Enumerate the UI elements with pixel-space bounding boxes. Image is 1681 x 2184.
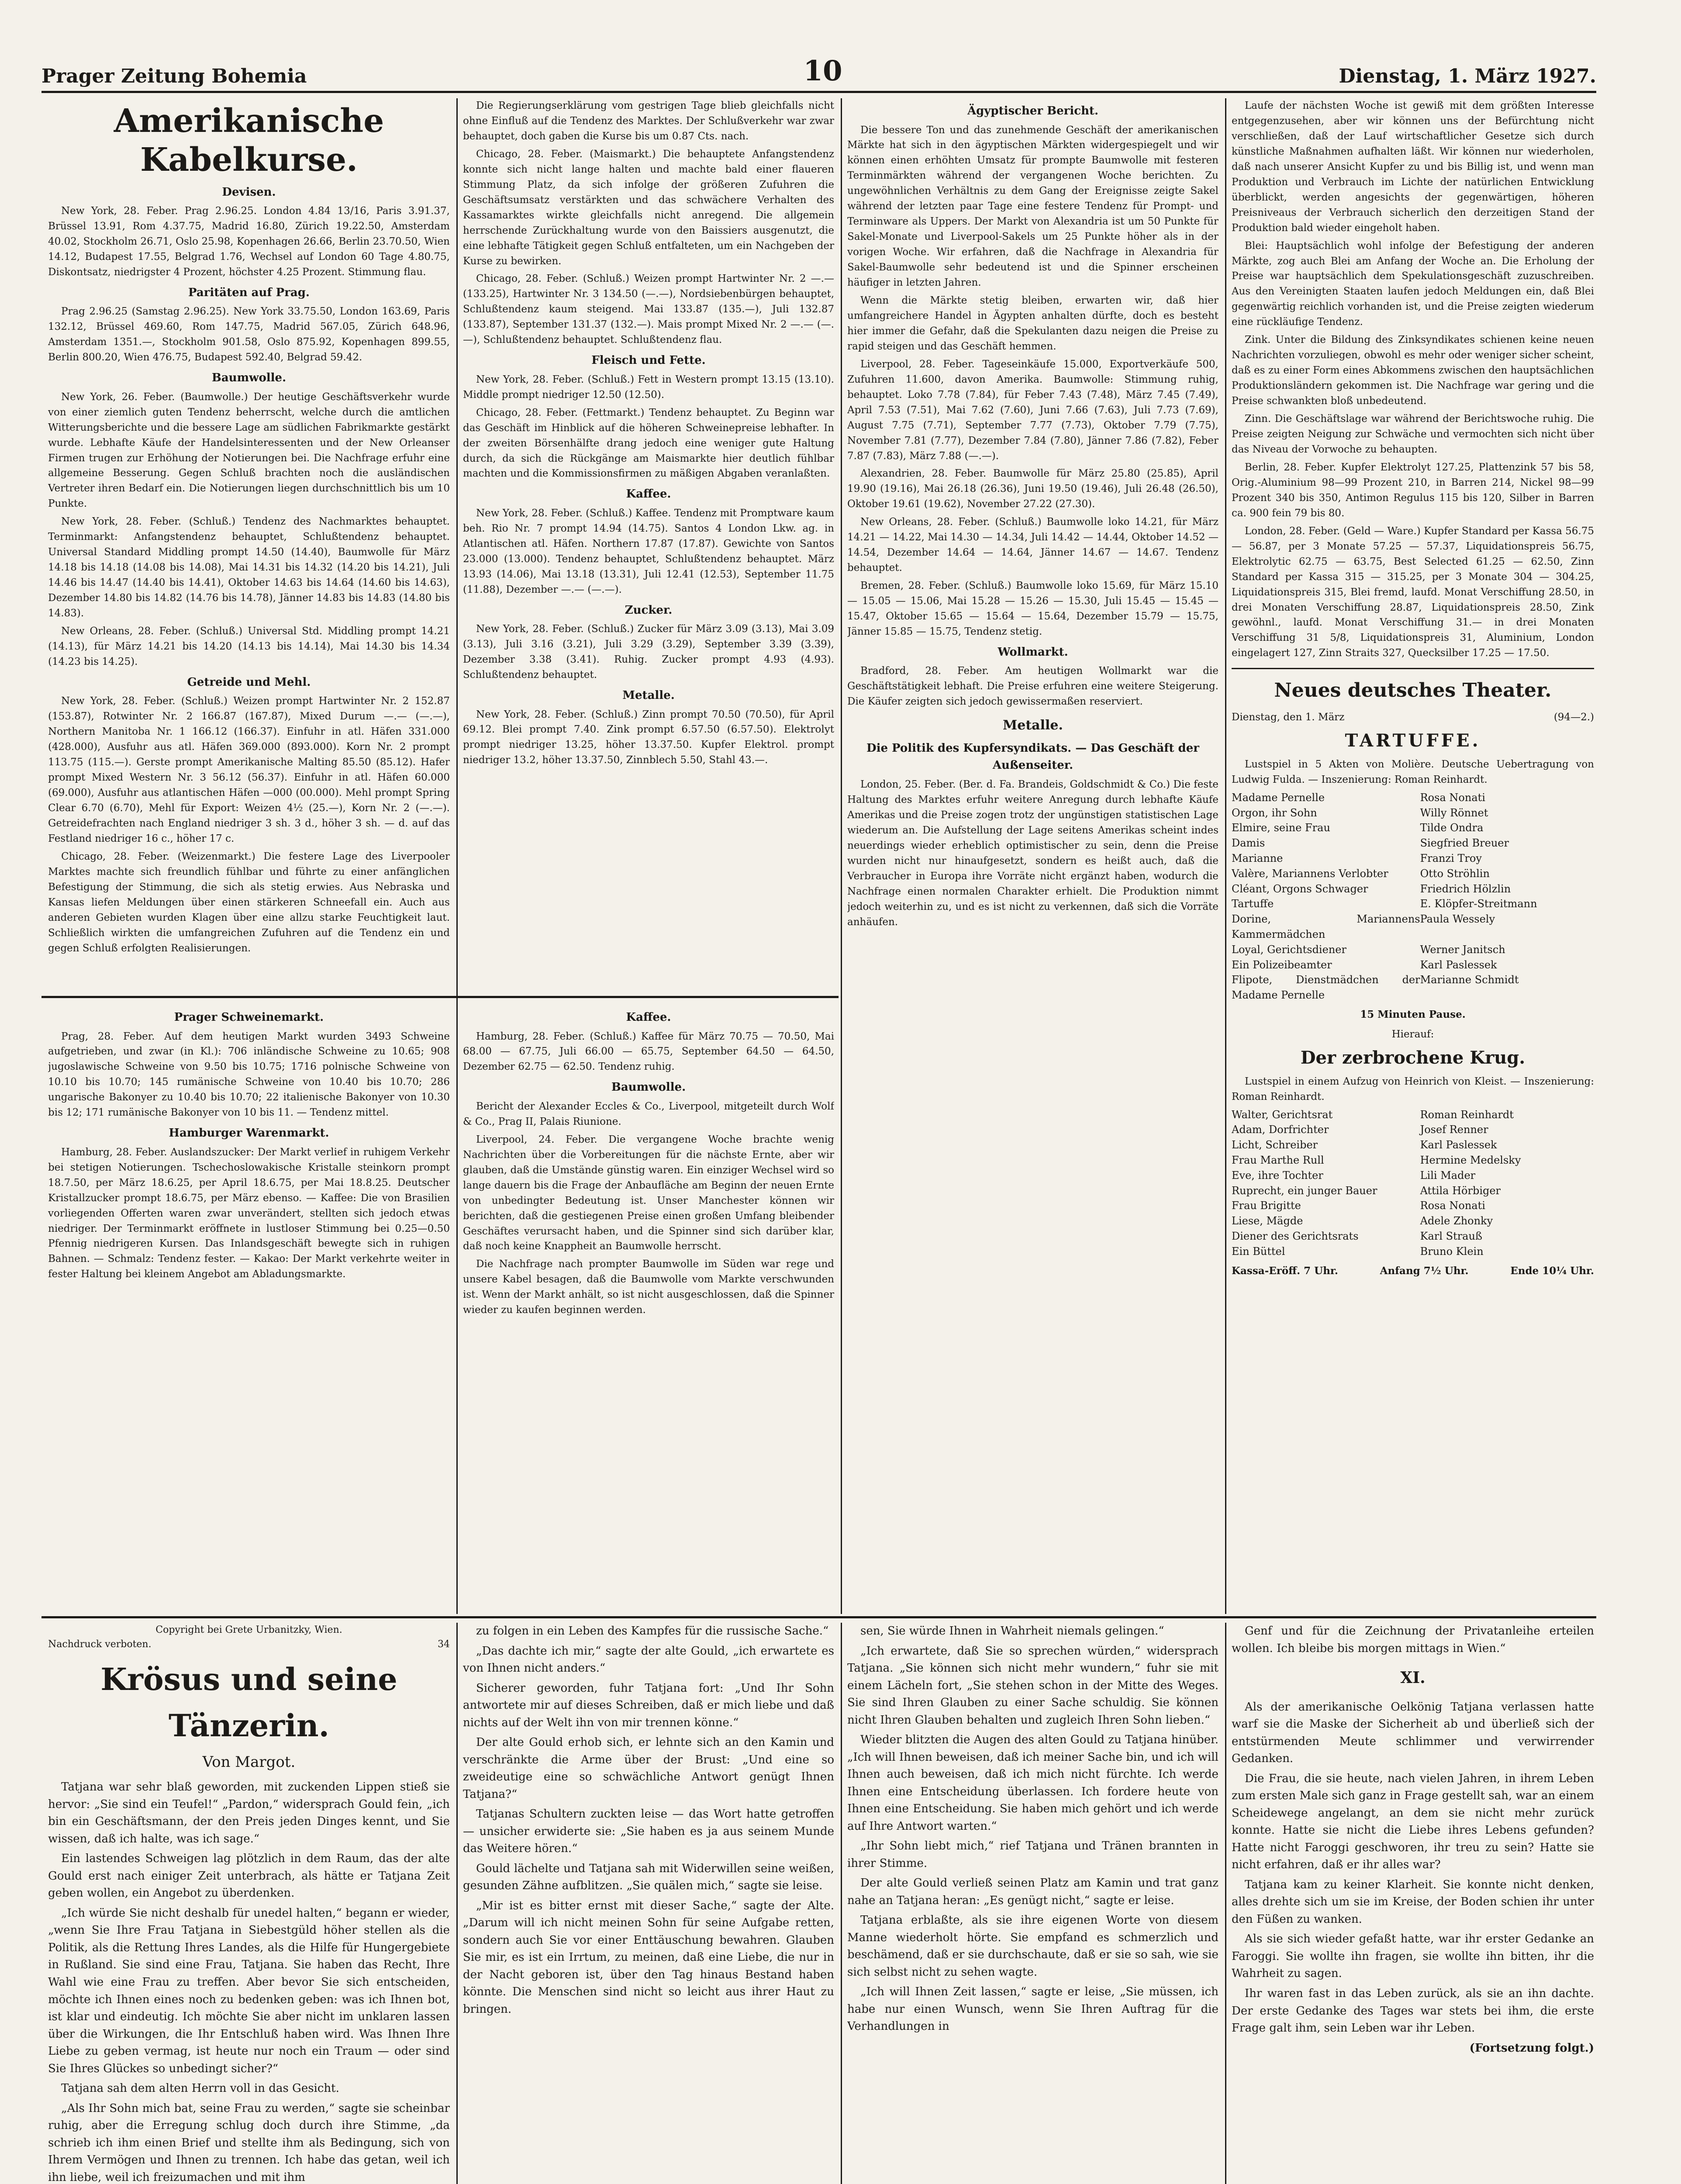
role-name: Adam, Dorfrichter	[1232, 1123, 1329, 1136]
story-paragraph: Tatjana erblaßte, als sie ihre eigenen Worte von diesem Manne wiederholt hörte. Sie empfand es schmerzlich und beschämend, daß er sie durchschaute, daß er sie so sah, wie sie sich selbst nicht zu sehen wagte.	[847, 1914, 1218, 1979]
article-paragraph: New York, 28. Feber. Prag 2.96.25. London 4.84 13/16, Paris 3.91.37, Brüssel 13.91, Rom 4.37.75, Madrid 16.80, Zürich 19.22.50, Amsterdam 40.02, Stockholm 26.71, Oslo 25.98, Kopenhagen 26.66, Berlin 23.70.50, Wien 14.12, Budapest 17.55, Belgrad 1.76, Wechsel auf London 60 Tage 4.80.75, Diskontsatz, niedrigster 4 Prozent, höchster 4.25 Prozent. Stimmung flau.	[48, 205, 450, 278]
story-paragraph: Tatjana war sehr blaß geworden, mit zuckenden Lippen stieß sie hervor: „Sie sind ein Teufel!“ „Pardon,“ widersprach Gould fein, „ich bin ein Geschäftsmann, der den Preis jeden Dinges kennt, und Sie wissen, daß ich halte, was ich sage.“	[48, 1780, 450, 1845]
issue-date: Dienstag, 1. März 1927.	[1339, 65, 1596, 87]
pause-note: 15 Minuten Pause.	[1360, 1009, 1466, 1020]
story-paragraph: Tatjanas Schultern zuckten leise — das Wort hatte getroffen — unsicher erwiderte sie: „Sie haben es ja aus seinem Munde das Weitere hören.“	[463, 1807, 834, 1856]
newspaper-name: Prager Zeitung Bohemia	[41, 65, 307, 87]
serial-column-4	[1232, 1623, 1594, 2184]
cast-row	[1232, 1107, 1594, 1123]
story-paragraph: Als sie sich wieder gefaßt hatte, war ihr erster Gedanke an Faroggi. Sie wollte ihn fragen, sie wollte ihn bitten, ihr die Wahrheit zu sagen.	[1232, 1932, 1594, 1980]
article-paragraph: Berlin, 28. Feber. Kupfer Elektrolyt 127.25, Plattenzink 57 bis 58, Orig.-Aluminium 98—99 Prozent 210, in Barren 214, Nickel 98—99 Prozent 340 bis 350, Antimon Regulus 115 bis 120, Silber in Barren ca. 900 fein 79 bis 80.	[1232, 461, 1594, 519]
section-subheading: Die Politik des Kupfersyndikats. — Das Geschäft der Außenseiter.	[866, 741, 1199, 772]
article-paragraph: London, 25. Feber. (Ber. d. Fa. Brandeis, Goldschmidt & Co.) Die feste Haltung des Marktes erfuhr weitere Anregung durch lebhafte Käufe Amerikas und die Preise zogen trotz der ungünstigen statistischen Lage wiederum an. Die Aufstellung der Lage seitens Amerikas scheint indes neuerdings wieder erheblich optimistischer zu sein, denn die Preise wurden nicht nur hinaufgesetzt, sondern es heißt auch, daß die Verbraucher in Europa ihre Vorräte nicht ergänzt haben, wodurch die Nachfrage einen normalen Charakter erhielt. Die Produktion nimmt jedoch weiterhin zu, und es ist nicht zu verkennen, daß sich die Vorräte anhäufen.	[847, 778, 1218, 928]
play-description: Lustspiel in einem Aufzug von Heinrich von Kleist. — Inszenierung: Roman Reinhardt.	[1232, 1075, 1594, 1102]
section-rule	[1232, 668, 1594, 669]
column-divider	[1225, 1623, 1226, 2184]
section-heading: Kaffee.	[626, 487, 671, 501]
theater-date-row	[1232, 710, 1594, 725]
section-heading: Getreide und Mehl.	[187, 675, 311, 689]
column-2	[463, 98, 834, 767]
actor-name: Otto Ströhlin	[1420, 867, 1490, 880]
cast-row	[1232, 1213, 1594, 1229]
column-divider	[1225, 98, 1226, 1614]
actor-name: Rosa Nonati	[1420, 1199, 1485, 1212]
story-paragraph: Tatjana sah dem alten Herrn voll in das Gesicht.	[61, 2082, 339, 2095]
actor-name: Franzi Troy	[1420, 852, 1482, 865]
column-divider	[841, 1623, 842, 2184]
actor-name: Karl Paslessek	[1420, 1139, 1497, 1151]
cast-row	[1232, 896, 1594, 912]
copyright-note: Copyright bei Grete Urbanitzky, Wien.	[155, 1624, 342, 1635]
role-name: Loyal, Gerichtsdiener	[1232, 943, 1346, 956]
article-paragraph: Hamburg, 28. Feber. Auslandszucker: Der Markt verlief in ruhigem Verkehr bei stetigen Notierungen. Tschechoslowakische Kristalle steinkorn prompt 18.7.50, per März 18.6.25, per April 18.6.75, per Mai 18.8.25. Deutscher Kristallzucker prompt 18.6.75, per März ebenso. — Kaffee: Die von Brasilien vorliegenden Offerten waren zwar unverändert, stellten sich jedoch etwas niedriger. Der Terminmarkt eröffnete in lustloser Stimmung bei 0.25—0.50 Pfennig niedrigeren Kursen. Das Inlandsgeschäft bewegte sich in ruhigen Bahnen. — Schmalz: Tendenz fester. — Kakao: Der Markt verkehrte weiter in fester Haltung bei kleinem Angebot am Abladungsmarkte.	[48, 1146, 450, 1280]
column-3	[847, 98, 1218, 1610]
serial-column-3	[847, 1623, 1218, 2184]
article-paragraph: New York, 26. Feber. (Baumwolle.) Der heutige Geschäftsverkehr wurde von einer ziemlich guten Tendenz beherrscht, welche durch die amtlichen Witterungsberichte und die bessere Lage am südlichen Fabrikmarkte gestärkt wurde. Lebhafte Käufe der Handelsinteressenten und der New Orleanser Firmen trugen zur Erhöhung der Notierungen bei. Die Nachfrage erfuhr eine allgemeine Besserung. Gegen Schluß brachten noch die ausländischen Vertreter ihren Bedarf ein. Die Notierungen liegen durchschnittlich bis um 10 Punkte.	[48, 391, 450, 510]
role-name: Frau Marthe Rull	[1232, 1154, 1324, 1166]
actor-name: Tilde Ondra	[1420, 822, 1484, 834]
role-name: Valère, Mariannens Verlobter	[1232, 867, 1388, 880]
article-paragraph: New York, 28. Feber. (Schluß.) Zinn prompt 70.50 (70.50), für April 69.12. Blei prompt 7.40. Zink prompt 6.57.50 (6.57.50). Elektrolyt prompt niedriger 13.25, höher 13.37.50. Kupfer Elektrol. prompt niedriger 13.2, höher 13.37.50, Zinnblech 5.50, Stahl 43.—.	[463, 708, 834, 766]
role-name: Liese, Mägde	[1232, 1215, 1303, 1227]
article-paragraph: New York, 28. Feber. (Schluß.) Tendenz des Nachmarktes behauptet. Terminmarkt: Anfangstendenz behauptet, Schlußtendenz behauptet. Universal Standard Middling prompt 14.50 (14.40), Baumwolle für März 14.18 bis 14.18 (14.08 bis 14.08), Mai 14.31 bis 14.32 (14.20 bis 14.21), Juli 14.46 bis 14.47 (14.40 bis 14.41), Oktober 14.63 bis 14.64 (14.60 bis 14.63), Dezember 14.80 bis 14.82 (14.76 bis 14.78), Jänner 14.83 bis 14.83 (14.80 bis 14.83).	[48, 516, 450, 619]
article-paragraph: Die bessere Ton und das zunehmende Geschäft der amerikanischen Märkte hat sich in den ägyptischen Märkten widergespiegelt und wir können einen erhöhten Umsatz für prompte Baumwolle mit festeren Terminmärkten während der vergangenen Woche berichten. Zu ungewöhnlichen Verhältnis zu dem Gang der Ereignisse zeigte Sakel während der letzten paar Tage eine festere Tendenz für Prompt- und Terminware als Uppers. Der Markt von Alexandria ist um 50 Punkte für Sakel-Monate und Liverpool-Sakels um 25 Punkte höher als in der vorigen Woche. Wir erfahren, daß die Nachfrage in Alexandria für Sakel-Baumwolle sehr bedeutend ist und die Spinner erscheinen häufiger in letzten Jahren.	[847, 124, 1218, 289]
cast-row	[1232, 1229, 1594, 1244]
section-rule	[41, 996, 839, 998]
article-paragraph: Chicago, 28. Feber. (Maismarkt.) Die behauptete Anfangstendenz konnte sich nicht lange halten und machte bald einer flaueren Stimmung Platz, da sich infolge der größeren Zufuhren die Geschäftsumsatz verstärkten und das schwächere Verhalten des Kassamarktes wirkte gleichfalls nicht anregend. Die allgemein herrschende Zurückhaltung wurde von den Baissiers ausgenutzt, die eine lebhafte Tätigkeit gegen Schluß entfalteten, um ein Nachgeben der Kurse zu bewirken.	[463, 148, 834, 267]
article-paragraph: New York, 28. Feber. (Schluß.) Kaffee. Tendenz mit Promptware kaum beh. Rio Nr. 7 prompt 14.94 (14.75). Santos 4 London Lkw. ag. in Atlantischen atl. Häfen. Northern 17.87 (17.87). Gewichte von Santos 23.000 (13.000). Tendenz behauptet, Schlußtendenz behauptet. März 13.93 (14.06), Mai 13.18 (13.31), Juli 12.41 (12.53), September 11.75 (11.88), Dezember —.— (—.—).	[463, 507, 834, 595]
cast-row	[1232, 805, 1594, 821]
actor-name: E. Klöpfer-Streitmann	[1420, 898, 1537, 910]
article-paragraph: New York, 28. Feber. (Schluß.) Fett in Western prompt 13.15 (13.10). Middle prompt niedriger 12.50 (12.50).	[463, 373, 834, 401]
article-paragraph: New Orleans, 28. Feber. (Schluß.) Universal Std. Middling prompt 14.21 (14.13), für März 14.21 bis 14.20 (14.13 bis 14.14), Mai 14.30 bis 14.34 (14.23 bis 14.25).	[48, 625, 450, 667]
article-paragraph: Alexandrien, 28. Feber. Baumwolle für März 25.80 (25.85), April 19.90 (19.16), Mai 26.18 (26.36), Juni 19.50 (19.46), Juli 26.48 (26.50), Oktober 19.61 (19.62), November 27.22 (27.30).	[847, 468, 1218, 510]
cast-list	[1232, 790, 1594, 1003]
actor-name: Friedrich Hölzlin	[1420, 882, 1511, 895]
serial-column-1	[48, 1623, 450, 2184]
article-paragraph: Chicago, 28. Feber. (Weizenmarkt.) Die festere Lage des Liverpooler Marktes machte sich freundlich fühlbar und führte zu einer anfänglichen Befestigung der Stimmung, die sich als stetig erwies. Aus Nebraska und Kansas liefen Meldungen über einen stärkeren Schneefall ein. Auch aus anderen Gebieten wurden Klagen über eine allzu starke Feuchtigkeit laut. Schließlich wirkten die umfangreichen Zufuhren auf die Tendenz ein und gegen Schluß erfolgten Realisierungen.	[48, 850, 450, 954]
cast-row	[1232, 836, 1594, 851]
cast-row	[1232, 957, 1594, 973]
story-paragraph: Genf und für die Zeichnung der Privatanleihe erteilen wollen. Ich bleibe bis morgen mittags in Wien.“	[1232, 1624, 1594, 1655]
role-name: Licht, Schreiber	[1232, 1139, 1318, 1151]
story-paragraph: Sicherer geworden, fuhr Tatjana fort: „Und Ihr Sohn antwortete mir auf dieses Schreiben, daß er mich liebe und daß nichts auf der Welt ihn von mir trennen könne.“	[463, 1681, 834, 1729]
end-time: Ende 10¼ Uhr.	[1510, 1265, 1594, 1277]
section-heading: Wollmarkt.	[998, 645, 1068, 659]
article-paragraph: Die Nachfrage nach prompter Baumwolle im Süden war rege und unsere Kabel besagen, daß die Baumwolle vom Markte verschwunden ist. Wenn der Markt anhält, so ist nicht ausgeschlossen, daß die Spinner wieder zu kaufen beginnen werden.	[463, 1258, 834, 1316]
role-name: Dorine, Mariannens Kammermädchen	[1232, 913, 1420, 941]
chapter-number: XI.	[1400, 1669, 1426, 1687]
serial-title: Krösus und seine Tänzerin.	[100, 1661, 397, 1744]
schweine-column	[48, 1005, 450, 1612]
role-name: Walter, Gerichtsrat	[1232, 1108, 1333, 1121]
section-heading: Baumwolle.	[211, 371, 286, 385]
article-paragraph: Zinn. Die Geschäftslage war während der Berichtswoche ruhig. Die Preise zeigten Neigung zur Schwäche und vermochten sich nicht über das Niveau der Vorwoche zu behaupten.	[1232, 413, 1594, 455]
hierauf-note: Hierauf:	[1391, 1028, 1434, 1040]
cast-row	[1232, 1153, 1594, 1168]
section-heading: Paritäten auf Prag.	[188, 286, 310, 299]
role-name: Orgon, ihr Sohn	[1232, 806, 1317, 819]
section-heading: Kaffee.	[626, 1011, 671, 1024]
story-paragraph: „Das dachte ich mir,“ sagte der alte Gould, „ich erwartete es von Ihnen nicht anders.“	[463, 1644, 834, 1675]
actor-name: Adele Zhonky	[1420, 1215, 1493, 1227]
section-heading: Hamburger Warenmarkt.	[169, 1127, 329, 1140]
section-heading: Ägyptischer Bericht.	[967, 104, 1099, 117]
article-paragraph: Die Regierungserklärung vom gestrigen Tage blieb gleichfalls nicht ohne Einfluß auf die Tendenz des Marktes. Der Schlußverkehr war zwar behauptet, doch gaben die Kurse bis um 0.87 Cts. nach.	[463, 100, 834, 142]
article-paragraph: Prag 2.96.25 (Samstag 2.96.25). New York 33.75.50, London 163.69, Paris 132.12, Brüssel 469.60, Rom 147.75, Madrid 567.05, Zürich 648.96, Amsterdam 1351.—, Stockholm 901.58, Oslo 875.92, Kopenhagen 899.55, Berlin 800.20, Wien 476.75, Budapest 592.40, Belgrad 59.42.	[48, 306, 450, 363]
column-divider	[456, 1623, 458, 2184]
role-name: Madame Pernelle	[1232, 791, 1325, 804]
cast-row	[1232, 1198, 1594, 1213]
section-heading: Metalle.	[1003, 718, 1063, 733]
actor-name: Werner Janitsch	[1420, 943, 1505, 956]
cast-row	[1232, 1183, 1594, 1199]
actor-name: Attila Hörbiger	[1420, 1184, 1501, 1197]
actor-name: Josef Renner	[1420, 1123, 1488, 1136]
story-paragraph: sen, Sie würde Ihnen in Wahrheit niemals gelingen.“	[860, 1624, 1164, 1638]
page-header	[41, 48, 1596, 87]
actor-name: Rosa Nonati	[1420, 791, 1485, 804]
story-paragraph: Die Frau, die sie heute, nach vielen Jahren, in ihrem Leben zum ersten Male sich ganz in Frage gestellt sah, war an einem Scheidewege angelangt, an dem sie nicht mehr zurück konnte. Hatte sie nicht die Liebe ihres Lebens gefunden? Hatte nicht Faroggi geschworen, ihr treu zu sein? Hatte sie nicht erfahren, daß er ihr alles war?	[1232, 1772, 1594, 1872]
cast-row	[1232, 942, 1594, 957]
role-name: Tartuffe	[1232, 898, 1274, 910]
cast-row	[1232, 790, 1594, 805]
cast-row	[1232, 972, 1594, 1003]
role-name: Marianne	[1232, 852, 1283, 865]
theater-title: Neues deutsches Theater.	[1274, 679, 1552, 702]
role-name: Ruprecht, ein junger Bauer	[1232, 1184, 1377, 1197]
column-divider	[841, 98, 842, 1614]
section-heading: Fleisch und Fette.	[591, 354, 706, 367]
serial-number: 34	[438, 1639, 450, 1650]
actor-name: Siegfried Breuer	[1420, 837, 1509, 850]
play-title: Der zerbrochene Krug.	[1300, 1047, 1526, 1068]
article-paragraph: Liverpool, 24. Feber. Die vergangene Woche brachte wenig Nachrichten über die Vorbereitungen für die nächste Ernte, aber wir glauben, daß die Umstände günstig waren. Ein einziger Wechsel wird so lange dauern bis die Frage der Anbaufläche am Beginn der neuen Ernte von unbedingter Bedeutung ist. Unser Manchester können wir berichten, daß die gestiegenen Preise einen großen Umfang bleibender Geschäftes verursacht haben, und die Spinner sind sich darüber klar, daß noch keine Knappheit an Baumwolle herrscht.	[463, 1133, 834, 1252]
actor-name: Hermine Medelsky	[1420, 1154, 1521, 1166]
section-heading: Zucker.	[625, 603, 673, 617]
actor-name: Marianne Schmidt	[1420, 974, 1519, 986]
actor-name: Paula Wessely	[1420, 913, 1495, 926]
page-number: 10	[803, 55, 842, 87]
section-heading: Metalle.	[622, 689, 675, 702]
article-paragraph: Hamburg, 28. Feber. (Schluß.) Kaffee für März 70.75 — 70.50, Mai 68.00 — 67.75, Juli 66.00 — 65.75, September 64.50 — 64.50, Dezember 62.75 — 62.50. Tendenz ruhig.	[463, 1030, 834, 1073]
column-4	[1232, 98, 1594, 1610]
section-rule	[41, 1616, 1596, 1618]
cast-row	[1232, 1137, 1594, 1153]
article-paragraph: New York, 28. Feber. (Schluß.) Zucker für März 3.09 (3.13), Mai 3.09 (3.13), Juli 3.16 (3.21), Juli 3.29 (3.29), September 3.39 (3.39), Dezember 3.38 (3.41). Ruhig. Zucker prompt 4.93 (4.93). Schlußtendenz behauptet.	[463, 623, 834, 681]
header-rule	[41, 91, 1596, 93]
story-paragraph: Der alte Gould verließ seinen Platz am Kamin und trat ganz nahe an Tatjana heran: „Es genügt nicht,“ sagte er leise.	[847, 1876, 1218, 1907]
reprint-note: Nachdruck verboten.	[48, 1639, 152, 1650]
article-paragraph: New York, 28. Feber. (Schluß.) Weizen prompt Hartwinter Nr. 2 152.87 (153.87), Rotwinter Nr. 2 166.87 (167.87), Mixed Durum —.— (—.—), Northern Manitoba Nr. 1 166.12 (166.37). Einfuhr in atl. Häfen 331.000 (428.000), Ausfuhr aus atl. Häfen 369.000 (893.000). Korn Nr. 2 prompt 113.75 (115.—). Gerste prompt Amerikanische Malting 85.50 (85.12). Hafer prompt Mixed Western Nr. 3 56.12 (56.37). Einfuhr in atl. Häfen 60.000 (69.000), Ausfuhr aus atlantischen Häfen —000 (00.000). Mehl prompt Spring Clear 6.70 (6.70), Mehl für Export: Weizen 4½ (25.—), Korn Nr. 2 (—.—). Getreidefrachten nach England niedriger 3 sh. 3 d., höher 3 sh. — d. auf das Festland niedriger 16 c., höher 17 c.	[48, 695, 450, 844]
article-paragraph: Chicago, 28. Feber. (Fettmarkt.) Tendenz behauptet. Zu Beginn war das Geschäft im Hinblick auf die höheren Schweinepreise lebhafter. In der zweiten Börsenhälfte drang jedoch eine weniger gute Haltung durch, da sich die Rückgänge am Maismarkte hier deutlich fühlbar machten und die Kommissionsfirmen zu mäßigen Abgaben veranlaßten.	[463, 407, 834, 480]
cast-row	[1232, 881, 1594, 897]
role-name: Flipote, Dienstmädchen der Madame Pernelle	[1232, 974, 1420, 1002]
box-office-time: Kassa-Eröff. 7 Uhr.	[1232, 1265, 1338, 1277]
article-paragraph: Blei: Hauptsächlich wohl infolge der Befestigung der anderen Märkte, zog auch Blei am Anfang der Woche an. Die Erholung der Preise war hauptsächlich dem Spekulationsgeschäft zuzuschreiben. Aus den Vereinigten Staaten laufen jedoch Meldungen ein, daß Blei gegenwärtig reichlich vorhanden ist, und die Preise zeigten wiederum eine rückläufige Tendenz.	[1232, 240, 1594, 328]
role-name: Eve, ihre Tochter	[1232, 1169, 1323, 1182]
actor-name: Karl Paslessek	[1420, 958, 1497, 971]
cast-row	[1232, 1122, 1594, 1137]
article-paragraph: Chicago, 28. Feber. (Schluß.) Weizen prompt Hartwinter Nr. 2 —.— (133.25), Hartwinter Nr. 3 134.50 (—.—), Nordsiebenbürgen behauptet, Schlußtendenz kaum steigend. Mai 133.87 (135.—), Juli 132.87 (133.87), September 131.37 (132.—). Mais prompt Mixed Nr. 2 —.— (—.—), Schlußtendenz behauptet. Schlußtendenz flau.	[463, 273, 834, 346]
story-paragraph: Gould lächelte und Tatjana sah mit Widerwillen seine weißen, gesunden Zähne aufblitzen. „Sie quälen mich,“ sagte sie leise.	[463, 1862, 834, 1893]
role-name: Ein Polizeibeamter	[1232, 958, 1332, 971]
column-divider	[456, 98, 458, 1614]
role-name: Frau Brigitte	[1232, 1199, 1301, 1212]
article-paragraph: Laufe der nächsten Woche ist gewiß mit dem größten Interesse entgegenzusehen, aber wir können uns der Befürchtung nicht verschließen, daß der Lauf wirtschaftlicher Gesetze sich durch künstliche Maßnahmen aufhalten läßt. Wir können nur wiederholen, daß nach unserer Ansicht Kupfer zu und bis Billig ist, und wenn man Produktion und Verbrauch im Lichte der natürlichen Entwicklung überblickt, werden angesichts der gegenwärtigen, höheren Preisniveaus der Verbrauch sicherlich den derzeitigen Stand der Produktion bald wieder eingeholt haben.	[1232, 100, 1594, 234]
actor-name: Lili Mader	[1420, 1169, 1476, 1182]
role-name: Damis	[1232, 837, 1265, 850]
article-paragraph: Wenn die Märkte stetig bleiben, erwarten wir, daß hier umfangreichere Handel in Ägypten anhalten dürfte, doch es besteht hier immer die Gefahr, daß die Spekulanten dazu neigen die Preise zu rapid steigen und das Geschäft hemmen.	[847, 295, 1218, 352]
theater-date: Dienstag, den 1. März	[1232, 712, 1345, 723]
article-paragraph: Bericht der Alexander Eccles & Co., Liverpool, mitgeteilt durch Wolf & Co., Prag II, Palais Riunione.	[463, 1100, 834, 1127]
section-heading: Prager Schweinemarkt.	[174, 1011, 324, 1024]
column-1	[48, 98, 450, 994]
section-heading: Devisen.	[222, 185, 276, 199]
story-paragraph: „Ich erwartete, daß Sie so sprechen würden,“ widersprach Tatjana. „Sie können sich nicht mehr wundern,“ fuhr sie mit einem Lächeln fort, „Sie stehen schon in der Mitte des Weges. Sie sind Ihren Glauben zu einer Sache schuldig. Sie können nicht Ihren Glauben behalten und zugleich Ihren Sohn lieben.“	[847, 1644, 1218, 1727]
story-paragraph: „Ich würde Sie nicht deshalb für unedel halten,“ begann er wieder, „wenn Sie Ihre Frau Tatjana in Siebestgüld höher stellen als die Politik, als die Rettung Ihres Landes, als die Hilfe für Hungergebiete in Rußland. Sie sind eine Frau, Tatjana. Sie haben das Recht, Ihre Wahl wie eine Frau zu treffen. Aber bevor Sie sich entscheiden, möchte ich Ihnen eines noch zu bedenken geben: was ich Ihnen bot, ist klar und eindeutig. Ich möchte Sie aber nicht im unklaren lassen über die Wirkungen, die Ihr Entschluß haben wird. Was Ihnen Ihre Liebe zu geben vermag, ist heute nur noch ein Traum — oder sind Sie Ihres Glückes so unbedingt sicher?“	[48, 1906, 450, 2075]
article-paragraph: Prag, 28. Feber. Auf dem heutigen Markt wurden 3493 Schweine aufgetrieben, und zwar (in Kl.): 706 inländische Schweine zu 10.65; 908 jugoslawische Schweine von 9.50 bis 10.75; 1716 polnische Schweine von 10.10 bis 10.70; 145 rumänische Schweine von 10.40 bis 10.70; 286 ungarische Bakonyer zu 10.40 bis 10.70; 22 italienische Bakonyer von 10.30 bis 12; 171 rumänische Bakonyer von 10 bis 11. — Tendenz mittel.	[48, 1030, 450, 1119]
story-paragraph: „Mir ist es bitter ernst mit dieser Sache,“ sagte der Alte. „Darum will ich nicht meinen Sohn für seine Aufgabe retten, sondern auch Sie vor einer Enttäuschung bewahren. Glauben Sie mir, es ist ein Irrtum, zu meinen, daß eine Liebe, die nur in der Nacht geboren ist, über den Tag hinaus Bestand haben könnte. Die Menschen sind nicht so leicht aus ihrer Haut zu bringen.	[463, 1899, 834, 2016]
kaffee-column	[463, 1005, 834, 1612]
serial-author: Von Margot.	[202, 1753, 296, 1771]
play-description: Lustspiel in 5 Akten von Molière. Deutsche Uebertragung von Ludwig Fulda. — Inszenierung: Roman Reinhardt.	[1232, 758, 1594, 785]
section-heading: Baumwolle.	[611, 1081, 686, 1094]
story-paragraph: Ein lastendes Schweigen lag plötzlich in dem Raum, das der alte Gould erst nach einiger Zeit unterbrach, als hätte er Tatjana Zeit geben wollen, ein Angebot zu überdenken.	[48, 1852, 450, 1900]
cast-row	[1232, 820, 1594, 836]
cast-row	[1232, 912, 1594, 942]
story-paragraph: Ihr waren fast in das Leben zurück, als sie an ihn dachte. Der erste Gedanke des Tages war stets bei ihm, die erste Frage galt ihm, sein Leben war ihr Leben.	[1232, 1987, 1594, 2035]
story-paragraph: Der alte Gould erhob sich, er lehnte sich an den Kamin und verschränkte die Arme über der Brust: „Und eine so zweideutige eine so schwächliche Antwort genügt Ihnen Tatjana?“	[463, 1736, 834, 1801]
serial-meta	[48, 1637, 450, 1652]
continuation-note: (Fortsetzung folgt.)	[1469, 2041, 1594, 2055]
story-paragraph: Als der amerikanische Oelkönig Tatjana verlassen hatte warf sie die Maske der Sicherheit ab und überließ sich der entstürmenden Meute schlimmer und verwirrender Gedanken.	[1232, 1700, 1594, 1766]
story-paragraph: „Ihr Sohn liebt mich,“ rief Tatjana und Tränen brannten in ihrer Stimme.	[847, 1839, 1218, 1870]
role-name: Diener des Gerichtsrats	[1232, 1230, 1359, 1242]
article-paragraph: Liverpool, 28. Feber. Tageseinkäufe 15.000, Exportverkäufe 500, Zufuhren 11.600, davon Amerika. Baumwolle: Stimmung ruhig, behauptet. Loko 7.78 (7.84), für Feber 7.43 (7.48), März 7.45 (7.49), April 7.53 (7.51), Mai 7.62 (7.60), Juni 7.66 (7.63), Juli 7.73 (7.69), August 7.75 (7.71), September 7.77 (7.73), Oktober 7.79 (7.75), November 7.81 (7.77), Dezember 7.84 (7.80), Jänner 7.86 (7.82), Feber 7.87 (7.83), März 7.88 (—.—).	[847, 358, 1218, 462]
cast-list	[1232, 1107, 1594, 1259]
cable-rates-title: Amerikanische Kabelkurse.	[114, 102, 384, 179]
actor-name: Willy Rönnet	[1420, 806, 1488, 819]
story-paragraph: „Als Ihr Sohn mich bat, seine Frau zu werden,“ sagte sie scheinbar ruhig, aber die Erregung schlug doch durch ihre Stimme, „da schrieb ich ihm einen Brief und stellte ihm als Bedingung, sich von Ihrem Vermögen und Ihnen zu trennen. Ich habe das getan, weil ich ihn liebe, weil ich freizumachen und mit ihm	[48, 2101, 450, 2184]
cast-row	[1232, 866, 1594, 881]
article-paragraph: New Orleans, 28. Feber. (Schluß.) Baumwolle loko 14.21, für März 14.21 — 14.22, Mai 14.30 — 14.34, Juli 14.42 — 14.44, Oktober 14.52 — 14.54, Dezember 14.64 — 14.64, Jänner 14.67 — 14.67. Tendenz behauptet.	[847, 516, 1218, 574]
article-paragraph: Bremen, 28. Feber. (Schluß.) Baumwolle loko 15.69, für März 15.10 — 15.05 — 15.06, Mai 15.28 — 15.26 — 15.30, Juli 15.45 — 15.45 — 15.47, Oktober 15.65 — 15.64 — 15.64, Dezember 15.79 — 15.75, Jänner 15.85 — 15.75, Tendenz stetig.	[847, 580, 1218, 638]
role-name: Cléant, Orgons Schwager	[1232, 882, 1368, 895]
performance-times	[1232, 1264, 1594, 1279]
role-name: Elmire, seine Frau	[1232, 822, 1330, 834]
actor-name: Karl Strauß	[1420, 1230, 1482, 1242]
play-title: TARTUFFE.	[1345, 730, 1481, 751]
role-name: Ein Büttel	[1232, 1245, 1285, 1258]
cast-row	[1232, 1244, 1594, 1259]
start-time: Anfang 7½ Uhr.	[1380, 1265, 1469, 1277]
story-paragraph: Tatjana kam zu keiner Klarheit. Sie konnte nicht denken, alles drehte sich um sie im Kreise, der Boden schien ihr unter den Füßen zu wanken.	[1232, 1878, 1594, 1926]
actor-name: Bruno Klein	[1420, 1245, 1484, 1258]
cast-row	[1232, 1168, 1594, 1183]
cast-row	[1232, 851, 1594, 866]
actor-name: Roman Reinhardt	[1420, 1108, 1514, 1121]
article-paragraph: Zink. Unter die Bildung des Zinksyndikates schienen keine neuen Nachrichten vorzuliegen, obwohl es mehr oder weniger sicher scheint, daß es zu einer Form eines Abkommens zwischen den hauptsächlichen Produktionsländern gekommen ist. Die Nachfrage war gering und die Preise schwankten bloß unbedeutend.	[1232, 334, 1594, 407]
article-paragraph: London, 28. Feber. (Geld — Ware.) Kupfer Standard per Kassa 56.75 — 56.87, per 3 Monate 57.25 — 57.37, Liquidationspreis 56.75, Elektrolytic 62.75 — 63.75, Best Selected 61.25 — 62.50, Zinn Standard per Kassa 315 — 315.25, per 3 Monate 304 — 304.25, Liquidationspreis 315, Blei fremd, laufd. Monat Verschiffung 28.50, in drei Monaten Verschiffung 28.87, Liquidationspreis 28.50, Zink gewöhnl., laufd. Monat Verschiffung 31.— in drei Monaten Verschiffung 31 5/8, Liquidationspreis 31, Aluminium, London eingelagert 127, Zinn Straits 327, Quecksilber 17.25 — 17.50.	[1232, 525, 1594, 659]
story-paragraph: zu folgen in ein Leben des Kampfes für die russische Sache.“	[476, 1624, 829, 1638]
article-paragraph: Bradford, 28. Feber. Am heutigen Wollmarkt war die Geschäftstätigkeit lebhaft. Die Preise erfuhren eine weitere Steigerung. Die Käufer zeigten sich jedoch gewissermaßen reserviert.	[847, 665, 1218, 708]
story-paragraph: „Ich will Ihnen Zeit lassen,“ sagte er leise, „Sie müssen, ich habe nur einen Wunsch, wenn Sie Ihren Auftrag für die Verhandlungen in	[847, 1985, 1218, 2033]
story-paragraph: Wieder blitzten die Augen des alten Gould zu Tatjana hinüber. „Ich will Ihnen beweisen, daß ich meiner Sache bin, und ich will Ihnen auch beweisen, daß ich mich nicht fürchte. Ich werde Ihnen eine Entscheidung überlassen. Ich fordere heute von Ihnen eine Entscheidung. Sie haben mich gehört und ich werde auf Ihre Antwort warten.“	[847, 1733, 1218, 1833]
serial-column-2	[463, 1623, 834, 2184]
theater-number: (94—2.)	[1553, 712, 1594, 723]
